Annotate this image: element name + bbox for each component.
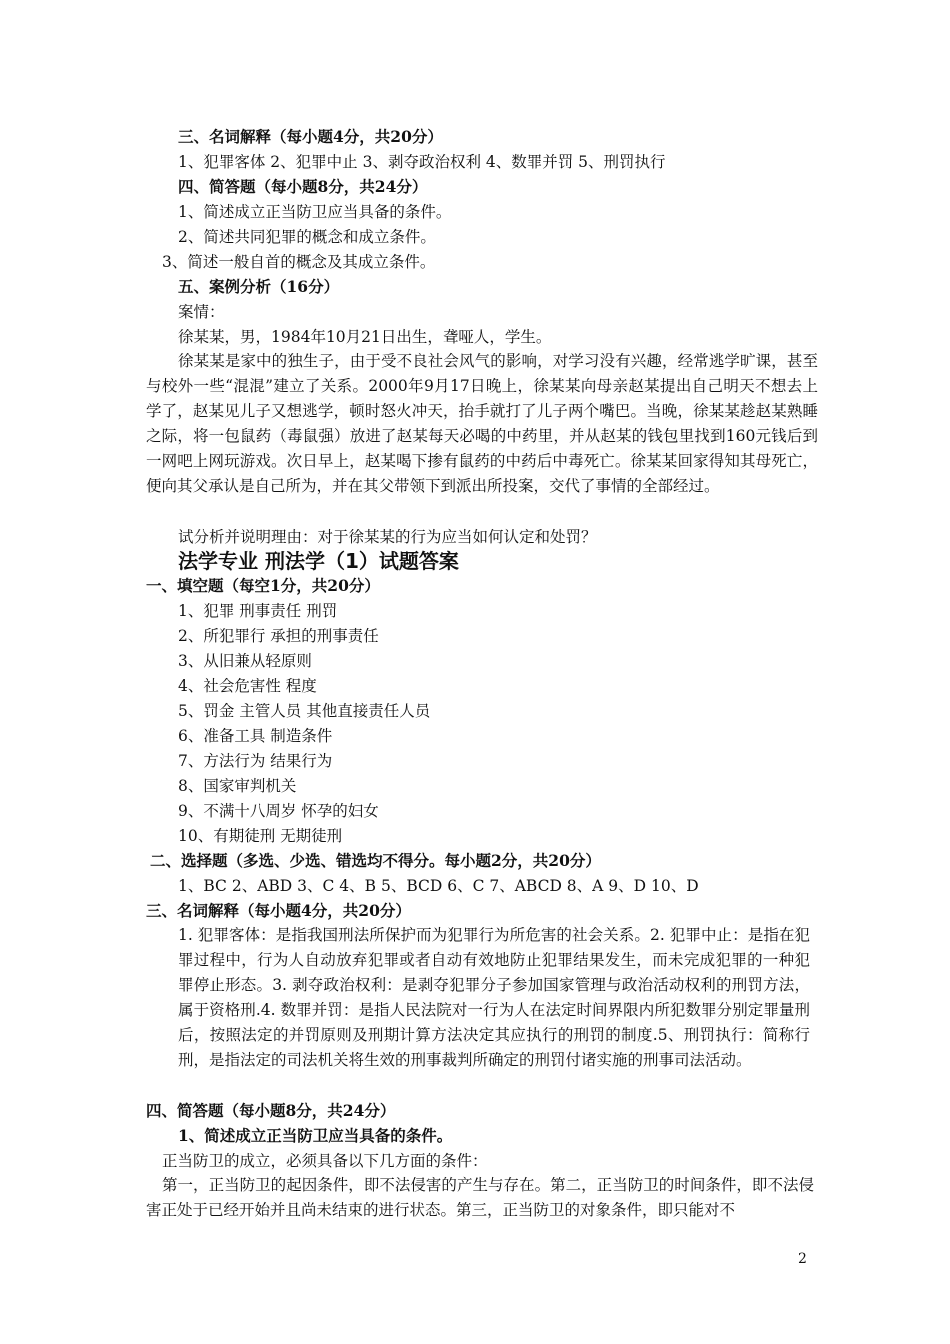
a1-item-1: 1、犯罪 刑事责任 刑罚 — [178, 602, 338, 620]
a4-body: 第一，正当防卫的起因条件，即不法侵害的产生与存在。第二，正当防卫的时间条件，即不法侵害正处于已经开始并且尚未结束的进行状态。第三，正当防卫的对象条件，即只能对不 — [146, 1176, 814, 1219]
a1-item-3: 3、从旧兼从轻原则 — [178, 652, 312, 670]
a1-item-4: 4、社会危害性 程度 — [178, 677, 317, 695]
a2-answers: 1、BC 2、ABD 3、C 4、B 5、BCD 6、C 7、ABCD 8、A 9、D 10、D — [178, 877, 699, 895]
q3-header: 三、名词解释（每小题4分，共20分） — [178, 127, 443, 146]
page-number: 2 — [798, 1251, 807, 1267]
case-question: 试分析并说明理由：对于徐某某的行为应当如何认定和处罚？ — [178, 528, 597, 546]
case-label: 案情： — [178, 303, 225, 321]
q4-item-2: 2、简述共同犯罪的概念和成立条件。 — [178, 228, 436, 246]
a1-item-8: 8、国家审判机关 — [178, 777, 297, 795]
q5-header: 五、案例分析（16分） — [178, 277, 340, 296]
a1-item-10: 10、有期徒刑 无期徒刑 — [178, 827, 343, 845]
a4-q1: 1、简述成立正当防卫应当具备的条件。 — [178, 1126, 453, 1145]
q4-item-1: 1、简述成立正当防卫应当具备的条件。 — [178, 203, 452, 221]
a4-header: 四、简答题（每小题8分，共24分） — [146, 1101, 396, 1120]
a1-header: 一、填空题（每空1分，共20分） — [146, 576, 380, 595]
a3-header: 三、名词解释（每小题4分，共20分） — [146, 901, 411, 920]
a4-intro: 正当防卫的成立，必须具备以下几方面的条件： — [162, 1152, 488, 1170]
a3-body: 1. 犯罪客体：是指我国刑法所保护而为犯罪行为所危害的社会关系。2. 犯罪中止：是指在犯罪过程中，行为人自动放弃犯罪或者自动有效地防止犯罪结果发生，而未完成犯罪的一种犯罪停止形态。3. 剥夺政治权利：是剥夺犯罪分子参加国家管理与政治活动权利的刑罚方法，属于资格刑.4. 数罪并罚：是指人民法院对一行为人在法定时间界限内所犯数罪分别定罪量刑后，按照法定的并罚原则及刑期计算方法决定其应执行的刑罚的制度.5、刑罚执行：简称行刑，是指法定的司法机关将生效的刑事裁判所确定的刑罚付诸实施的刑事司法活动。 — [178, 926, 810, 1069]
case-person: 徐某某，男，1984年10月21日出生，聋哑人，学生。 — [178, 328, 552, 346]
a1-item-2: 2、所犯罪行 承担的刑事责任 — [178, 627, 379, 645]
a1-item-5: 5、罚金 主管人员 其他直接责任人员 — [178, 702, 431, 720]
q4-header: 四、简答题（每小题8分，共24分） — [178, 177, 428, 196]
a2-header: 二、选择题（多选、少选、错选均不得分。每小题2分，共20分） — [150, 851, 601, 870]
a1-item-6: 6、准备工具 制造条件 — [178, 727, 333, 745]
q3-items: 1、犯罪客体 2、犯罪中止 3、剥夺政治权利 4、数罪并罚 5、刑罚执行 — [178, 153, 666, 171]
a1-item-7: 7、方法行为 结果行为 — [178, 752, 333, 770]
answer-title: 法学专业 刑法学（1）试题答案 — [178, 549, 459, 573]
q4-item-3: 3、简述一般自首的概念及其成立条件。 — [162, 253, 436, 271]
case-body: 徐某某是家中的独生子，由于受不良社会风气的影响，对学习没有兴趣，经常逃学旷课，甚至与校外一些“混混”建立了关系。2000年9月17日晚上，徐某某向母亲赵某提出自己明天不想去上学了，赵某见儿子又想逃学，顿时怒火冲天，抬手就打了儿子两个嘴巴。当晚，徐某某趁赵某熟睡之际，将一包鼠药（毒鼠强）放进了赵某每天必喝的中药里，并从赵某的钱包里找到160元钱后到一网吧上网玩游戏。次日早上，赵某喝下掺有鼠药的中药后中毒死亡。徐某某回家得知其母死亡，便向其父承认是自己所为，并在其父带领下到派出所投案，交代了事情的全部经过。 — [146, 352, 818, 495]
a1-item-9: 9、不满十八周岁 怀孕的妇女 — [178, 802, 379, 820]
